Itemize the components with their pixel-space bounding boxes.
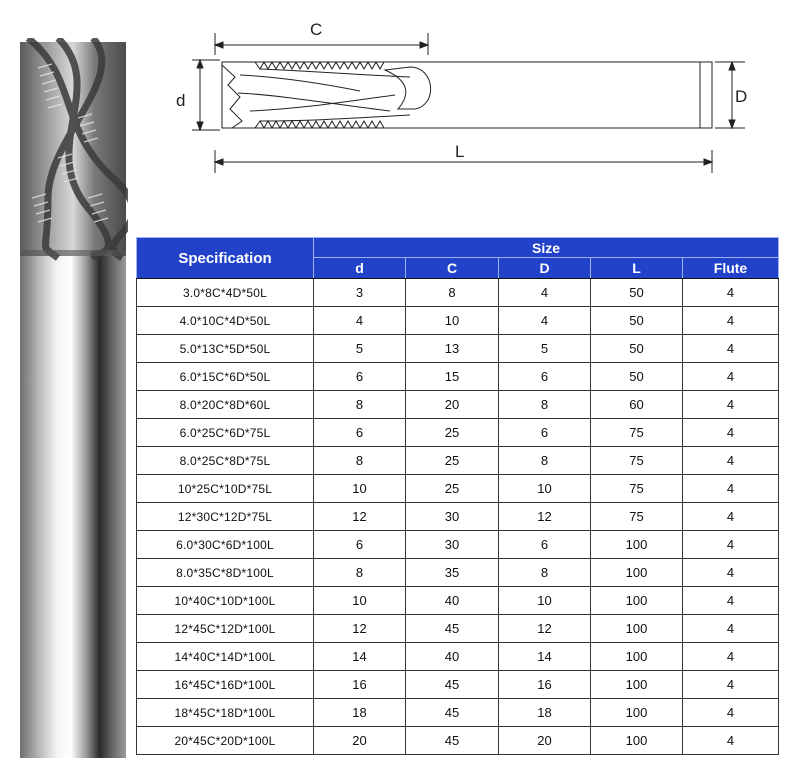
l-cell: 75 — [591, 503, 683, 531]
D-cell: 12 — [499, 615, 591, 643]
d-dimension — [192, 60, 220, 130]
spec-cell: 4.0*10C*4D*50L — [137, 307, 314, 335]
l-cell: 75 — [591, 419, 683, 447]
label-c: C — [310, 20, 323, 39]
l-cell: 100 — [591, 559, 683, 587]
c-cell: 25 — [406, 475, 499, 503]
d-cell: 20 — [314, 727, 406, 755]
table-row — [137, 615, 779, 643]
table-row — [137, 531, 779, 559]
spec-cell: 10*25C*10D*75L — [137, 475, 314, 503]
D-cell: 8 — [499, 559, 591, 587]
d-cell: 18 — [314, 699, 406, 727]
table-row — [137, 363, 779, 391]
d-cell: 5 — [314, 335, 406, 363]
D-cell: 5 — [499, 335, 591, 363]
c-cell: 45 — [406, 727, 499, 755]
flute-cell: 4 — [683, 699, 779, 727]
flute-cell: 4 — [683, 447, 779, 475]
spec-table-body — [137, 279, 779, 755]
table-row — [137, 279, 779, 307]
d-cell: 8 — [314, 391, 406, 419]
flute-cell: 4 — [683, 671, 779, 699]
l-cell: 50 — [591, 279, 683, 307]
D-cell: 4 — [499, 307, 591, 335]
l-cell: 100 — [591, 671, 683, 699]
D-cell: 8 — [499, 447, 591, 475]
spec-cell: 5.0*13C*5D*50L — [137, 335, 314, 363]
flute-cell: 4 — [683, 391, 779, 419]
l-cell: 100 — [591, 643, 683, 671]
D-cell: 10 — [499, 587, 591, 615]
flute-cell: 4 — [683, 531, 779, 559]
dimension-drawing — [160, 5, 760, 190]
col-header-d: d — [314, 258, 406, 279]
flute-cell: 4 — [683, 587, 779, 615]
table-row — [137, 671, 779, 699]
d-cell: 8 — [314, 447, 406, 475]
end-mill-photo — [18, 38, 128, 760]
c-cell: 8 — [406, 279, 499, 307]
flute-cell: 4 — [683, 727, 779, 755]
d-cell: 12 — [314, 615, 406, 643]
spec-cell: 3.0*8C*4D*50L — [137, 279, 314, 307]
l-cell: 60 — [591, 391, 683, 419]
l-cell: 100 — [591, 699, 683, 727]
table-row — [137, 699, 779, 727]
spec-cell: 12*30C*12D*75L — [137, 503, 314, 531]
flute-cell: 4 — [683, 279, 779, 307]
table-row — [137, 391, 779, 419]
tool-outline — [222, 62, 712, 128]
flute-cell: 4 — [683, 335, 779, 363]
c-cell: 40 — [406, 587, 499, 615]
label-D-large: D — [735, 87, 748, 106]
flute-cell: 4 — [683, 643, 779, 671]
D-cell: 6 — [499, 531, 591, 559]
table-row — [137, 475, 779, 503]
c-cell: 25 — [406, 447, 499, 475]
d-cell: 6 — [314, 531, 406, 559]
D-cell: 6 — [499, 363, 591, 391]
D-cell: 16 — [499, 671, 591, 699]
flute-cell: 4 — [683, 307, 779, 335]
table-row — [137, 447, 779, 475]
d-cell: 8 — [314, 559, 406, 587]
spec-cell: 8.0*35C*8D*100L — [137, 559, 314, 587]
spec-cell: 6.0*30C*6D*100L — [137, 531, 314, 559]
d-cell: 10 — [314, 475, 406, 503]
d-cell: 4 — [314, 307, 406, 335]
D-cell: 18 — [499, 699, 591, 727]
flute-cell: 4 — [683, 615, 779, 643]
spec-cell: 20*45C*20D*100L — [137, 727, 314, 755]
D-cell: 12 — [499, 503, 591, 531]
label-L: L — [455, 142, 465, 161]
flute-cell: 4 — [683, 503, 779, 531]
size-header: Size — [314, 238, 779, 258]
spec-cell: 8.0*25C*8D*75L — [137, 447, 314, 475]
c-cell: 40 — [406, 643, 499, 671]
spec-table — [136, 237, 779, 755]
D-cell: 14 — [499, 643, 591, 671]
flute-cell: 4 — [683, 419, 779, 447]
l-cell: 100 — [591, 615, 683, 643]
l-cell: 75 — [591, 475, 683, 503]
table-row — [137, 335, 779, 363]
l-cell: 75 — [591, 447, 683, 475]
col-header-l: L — [591, 258, 683, 279]
l-cell: 100 — [591, 727, 683, 755]
d-cell: 14 — [314, 643, 406, 671]
col-header-c: C — [406, 258, 499, 279]
d-cell: 10 — [314, 587, 406, 615]
col-header-D: D — [499, 258, 591, 279]
D-cell: 8 — [499, 391, 591, 419]
specification-header: Specification — [137, 238, 314, 279]
l-cell: 50 — [591, 307, 683, 335]
d-cell: 16 — [314, 671, 406, 699]
d-cell: 3 — [314, 279, 406, 307]
c-cell: 13 — [406, 335, 499, 363]
table-row — [137, 559, 779, 587]
table-row — [137, 503, 779, 531]
table-row — [137, 727, 779, 755]
c-cell: 45 — [406, 699, 499, 727]
spec-cell: 6.0*25C*6D*75L — [137, 419, 314, 447]
d-cell: 12 — [314, 503, 406, 531]
l-cell: 50 — [591, 363, 683, 391]
c-cell: 15 — [406, 363, 499, 391]
spec-cell: 16*45C*16D*100L — [137, 671, 314, 699]
l-cell: 50 — [591, 335, 683, 363]
D-cell: 6 — [499, 419, 591, 447]
c-cell: 20 — [406, 391, 499, 419]
col-header-flute: Flute — [683, 258, 779, 279]
d-cell: 6 — [314, 363, 406, 391]
c-cell: 30 — [406, 503, 499, 531]
l-cell: 100 — [591, 587, 683, 615]
flute-cell: 4 — [683, 363, 779, 391]
spec-cell: 8.0*20C*8D*60L — [137, 391, 314, 419]
D-cell: 20 — [499, 727, 591, 755]
c-cell: 30 — [406, 531, 499, 559]
D-cell: 10 — [499, 475, 591, 503]
spec-cell: 18*45C*18D*100L — [137, 699, 314, 727]
label-d-small: d — [176, 91, 186, 110]
l-cell: 100 — [591, 531, 683, 559]
d-cell: 6 — [314, 419, 406, 447]
table-row — [137, 587, 779, 615]
c-cell: 10 — [406, 307, 499, 335]
c-cell: 35 — [406, 559, 499, 587]
table-row — [137, 643, 779, 671]
table-row — [137, 419, 779, 447]
D-cell: 4 — [499, 279, 591, 307]
c-cell: 25 — [406, 419, 499, 447]
flute-cell: 4 — [683, 475, 779, 503]
c-cell: 45 — [406, 671, 499, 699]
spec-cell: 12*45C*12D*100L — [137, 615, 314, 643]
table-row — [137, 307, 779, 335]
c-cell: 45 — [406, 615, 499, 643]
spec-cell: 10*40C*10D*100L — [137, 587, 314, 615]
spec-cell: 6.0*15C*6D*50L — [137, 363, 314, 391]
flute-cell: 4 — [683, 559, 779, 587]
spec-cell: 14*40C*14D*100L — [137, 643, 314, 671]
